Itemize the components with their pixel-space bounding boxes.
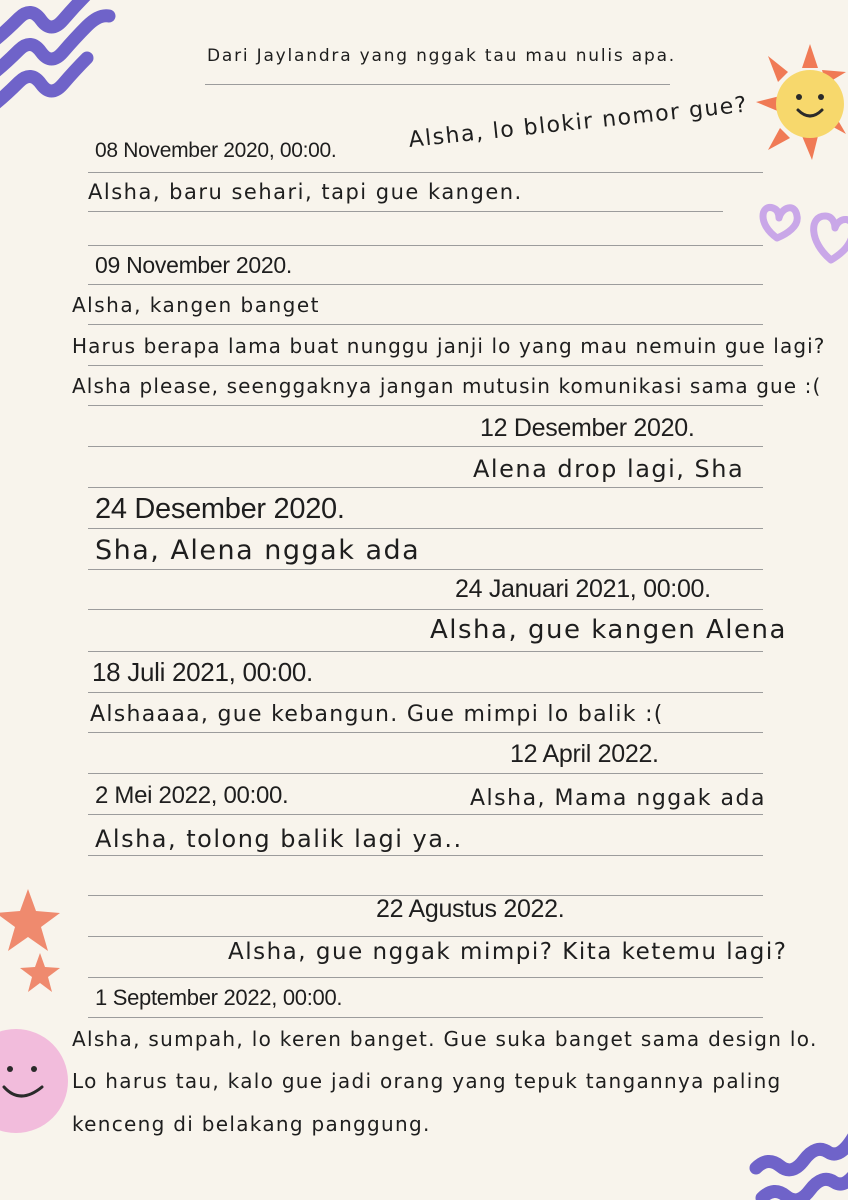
entry-date: 24 Januari 2021, 00:00. <box>455 575 711 603</box>
ruled-line <box>88 773 763 774</box>
entry-text: Alsha, kangen banget <box>72 293 320 317</box>
entry-text: Alena drop lagi, Sha <box>473 455 745 483</box>
ruled-line <box>88 446 763 447</box>
entry-date: 08 November 2020, 00:00. <box>95 139 337 162</box>
lavender-hearts-icon <box>755 190 848 280</box>
page-title: Dari Jaylandra yang nggak tau mau nulis apa. <box>207 46 677 66</box>
ruled-line <box>88 692 763 693</box>
ruled-line <box>88 172 763 173</box>
ruled-line <box>88 324 763 325</box>
entry-date: 18 Juli 2021, 00:00. <box>92 657 313 687</box>
entry-text: Alsha, gue kangen Alena <box>430 615 787 645</box>
entry-text: Alsha, sumpah, lo keren banget. Gue suka banget sama design lo. <box>72 1027 818 1051</box>
ruled-line <box>88 528 763 529</box>
entry-text: Alsha, tolong balik lagi ya.. <box>95 825 463 853</box>
purple-wave-icon <box>738 1090 848 1200</box>
ruled-line <box>88 284 763 285</box>
entry-text: Sha, Alena nggak ada <box>95 535 421 566</box>
ruled-line <box>88 651 763 652</box>
entry-text: Alshaaaa, gue kebangun. Gue mimpi lo balik :( <box>90 702 664 727</box>
entry-text: Alsha, baru sehari, tapi gue kangen. <box>88 180 523 204</box>
ruled-line <box>88 365 763 366</box>
ruled-line <box>88 245 763 246</box>
pink-smiley-icon <box>0 1025 70 1135</box>
entry-date: 1 September 2022, 00:00. <box>95 985 343 1010</box>
entry-text: Alsha, Mama nggak ada <box>470 786 766 811</box>
ruled-line <box>88 569 763 570</box>
ruled-line <box>88 732 763 733</box>
entry-text: Alsha, gue nggak mimpi? Kita ketemu lagi? <box>228 939 788 965</box>
header-underline <box>205 84 670 85</box>
side-note: Alsha, lo blokir nomor gue? <box>407 92 750 153</box>
ruled-line <box>88 1017 763 1018</box>
ruled-line <box>88 977 763 978</box>
entry-text: kenceng di belakang panggung. <box>72 1112 431 1136</box>
ruled-line <box>88 936 763 937</box>
ruled-line <box>88 487 763 488</box>
ruled-line <box>88 814 763 815</box>
entry-text: Harus berapa lama buat nunggu janji lo yang mau nemuin gue lagi? <box>72 334 826 358</box>
ruled-line <box>88 405 763 406</box>
purple-wave-icon <box>0 0 130 110</box>
ruled-line <box>88 609 763 610</box>
entry-date: 12 Desember 2020. <box>480 414 695 442</box>
entry-date: 12 April 2022. <box>510 740 659 768</box>
ruled-line <box>88 211 723 212</box>
entry-date: 09 November 2020. <box>95 252 292 278</box>
smiling-sun-icon <box>752 42 848 162</box>
ruled-line <box>88 855 763 856</box>
coral-stars-icon <box>0 885 70 1000</box>
entry-date: 24 Desember 2020. <box>95 493 345 525</box>
entry-date: 22 Agustus 2022. <box>376 895 565 923</box>
entry-text: Alsha please, seenggaknya jangan mutusin komunikasi sama gue :( <box>72 374 822 398</box>
entry-date: 2 Mei 2022, 00:00. <box>95 782 289 809</box>
entry-text: Lo harus tau, kalo gue jadi orang yang tepuk tangannya paling <box>72 1069 782 1093</box>
